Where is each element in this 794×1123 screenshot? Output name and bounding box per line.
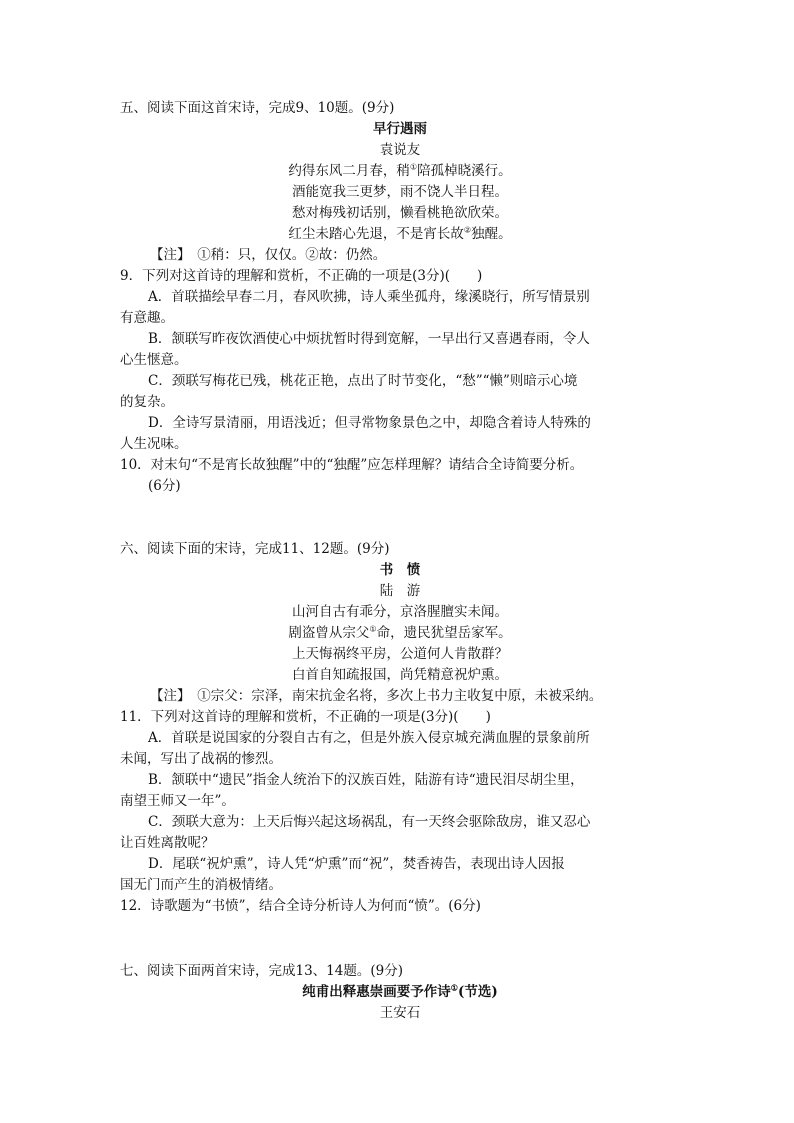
poem-title: 书 愤 xyxy=(379,562,421,578)
section6-heading: 六、阅读下面的宋诗，完成11、12题。(9分) xyxy=(120,541,390,557)
poem-note: 【注】 ①宗父：宗泽，南宋抗金名将，多次上书力主收复中原，未被采纳。 xyxy=(150,688,603,704)
poem-line: 红尘未踏心先退，不是宵长故②独醒。 xyxy=(288,225,512,242)
poem-line: 上天悔祸终平房，公道何人肯散群？ xyxy=(292,646,508,662)
poem-line: 白首自知疏报国，尚凭精意祝炉熏。 xyxy=(292,667,508,683)
poem-title: 早行遇雨 xyxy=(373,121,427,137)
poem-line: 愁对梅残初话别，懒看桃艳欲欣荣。 xyxy=(292,205,508,221)
option-a: A．首联是说国家的分裂自古有之，但是外族入侵京城充满血腥的景象前所 xyxy=(148,730,590,746)
poem-title: 纯甫出释惠崇画要予作诗①(节选) xyxy=(302,982,498,1000)
option-d-cont: 国无门而产生的消极情绪。 xyxy=(120,877,282,893)
option-a-cont: 未闻，写出了战祸的惨烈。 xyxy=(120,751,282,767)
poem-line: 剧盗曾从宗父①命，遗民犹望岳家军。 xyxy=(288,624,512,641)
poem-author: 陆 游 xyxy=(379,583,421,599)
poem-author: 袁说友 xyxy=(379,142,421,158)
option-d-cont: 人生况味。 xyxy=(120,436,188,452)
poem-note: 【注】 ①稍：只，仅仅。②故：仍然。 xyxy=(150,247,387,263)
poem-line: 酒能宽我三更梦，雨不饶人半日程。 xyxy=(292,184,508,200)
question-9-stem: 9．下列对这首诗的理解和赏析，不正确的一项是(3分)( ) xyxy=(120,268,483,284)
option-c-cont: 让百姓离散呢？ xyxy=(120,835,215,851)
question-10: 10．对末句“不是宵长故独醒”中的“独醒”应怎样理解？请结合全诗简要分析。 xyxy=(120,457,584,473)
option-c-cont: 的复杂。 xyxy=(120,394,174,410)
question-12: 12．诗歌题为“书愤”，结合全诗分析诗人为何而“愤”。(6分) xyxy=(120,898,481,914)
option-b: B．颔联中“遗民”指金人统治下的汉族百姓，陆游有诗“遗民泪尽胡尘里， xyxy=(148,772,584,788)
option-c: C．颈联大意为：上天后悔兴起这场祸乱，有一天终会驱除敌房，谁又忍心 xyxy=(148,814,591,830)
poem-author: 王安石 xyxy=(379,1005,421,1021)
section5-heading: 五、阅读下面这首宋诗，完成9、10题。(9分) xyxy=(120,100,395,116)
section7-heading: 七、阅读下面两首宋诗，完成13、14题。(9分) xyxy=(120,963,403,979)
footnote-marker: ① xyxy=(450,982,458,993)
question-11-stem: 11．下列对这首诗的理解和赏析，不正确的一项是(3分)( ) xyxy=(120,709,491,725)
option-b-cont: 心生惬意。 xyxy=(120,352,188,368)
option-d: D．全诗写景清丽，用语浅近；但寻常物象景色之中，却隐含着诗人特殊的 xyxy=(148,415,591,431)
question-10-score: (6分) xyxy=(148,478,181,494)
footnote-marker: ① xyxy=(409,162,418,172)
poem-line: 山河自古有乖分，京洛腥膻实未闻。 xyxy=(292,604,508,620)
option-a: A．首联描绘早春二月，春风吹拂，诗人乘坐孤舟，缘溪晓行，所写情景别 xyxy=(148,289,590,305)
option-c: C．颈联写梅花已残，桃花正艳，点出了时节变化，“愁”“懒”则暗示心境 xyxy=(148,373,578,389)
option-d: D．尾联“祝炉熏”，诗人凭“炉熏”而“祝”，焚香祷告，表现出诗人因报 xyxy=(148,856,565,872)
option-a-cont: 有意趣。 xyxy=(120,310,174,326)
footnote-marker: ① xyxy=(369,624,377,634)
option-b: B．颔联写昨夜饮酒使心中烦扰暂时得到宽解，一早出行又喜遇春雨，令人 xyxy=(148,331,590,347)
footnote-marker: ② xyxy=(463,225,472,235)
document-page xyxy=(120,98,680,1024)
poem-line: 约得东风二月春，稍①陪孤棹晓溪行。 xyxy=(288,162,512,179)
option-b-cont: 南望王师又一年”。 xyxy=(120,793,235,809)
